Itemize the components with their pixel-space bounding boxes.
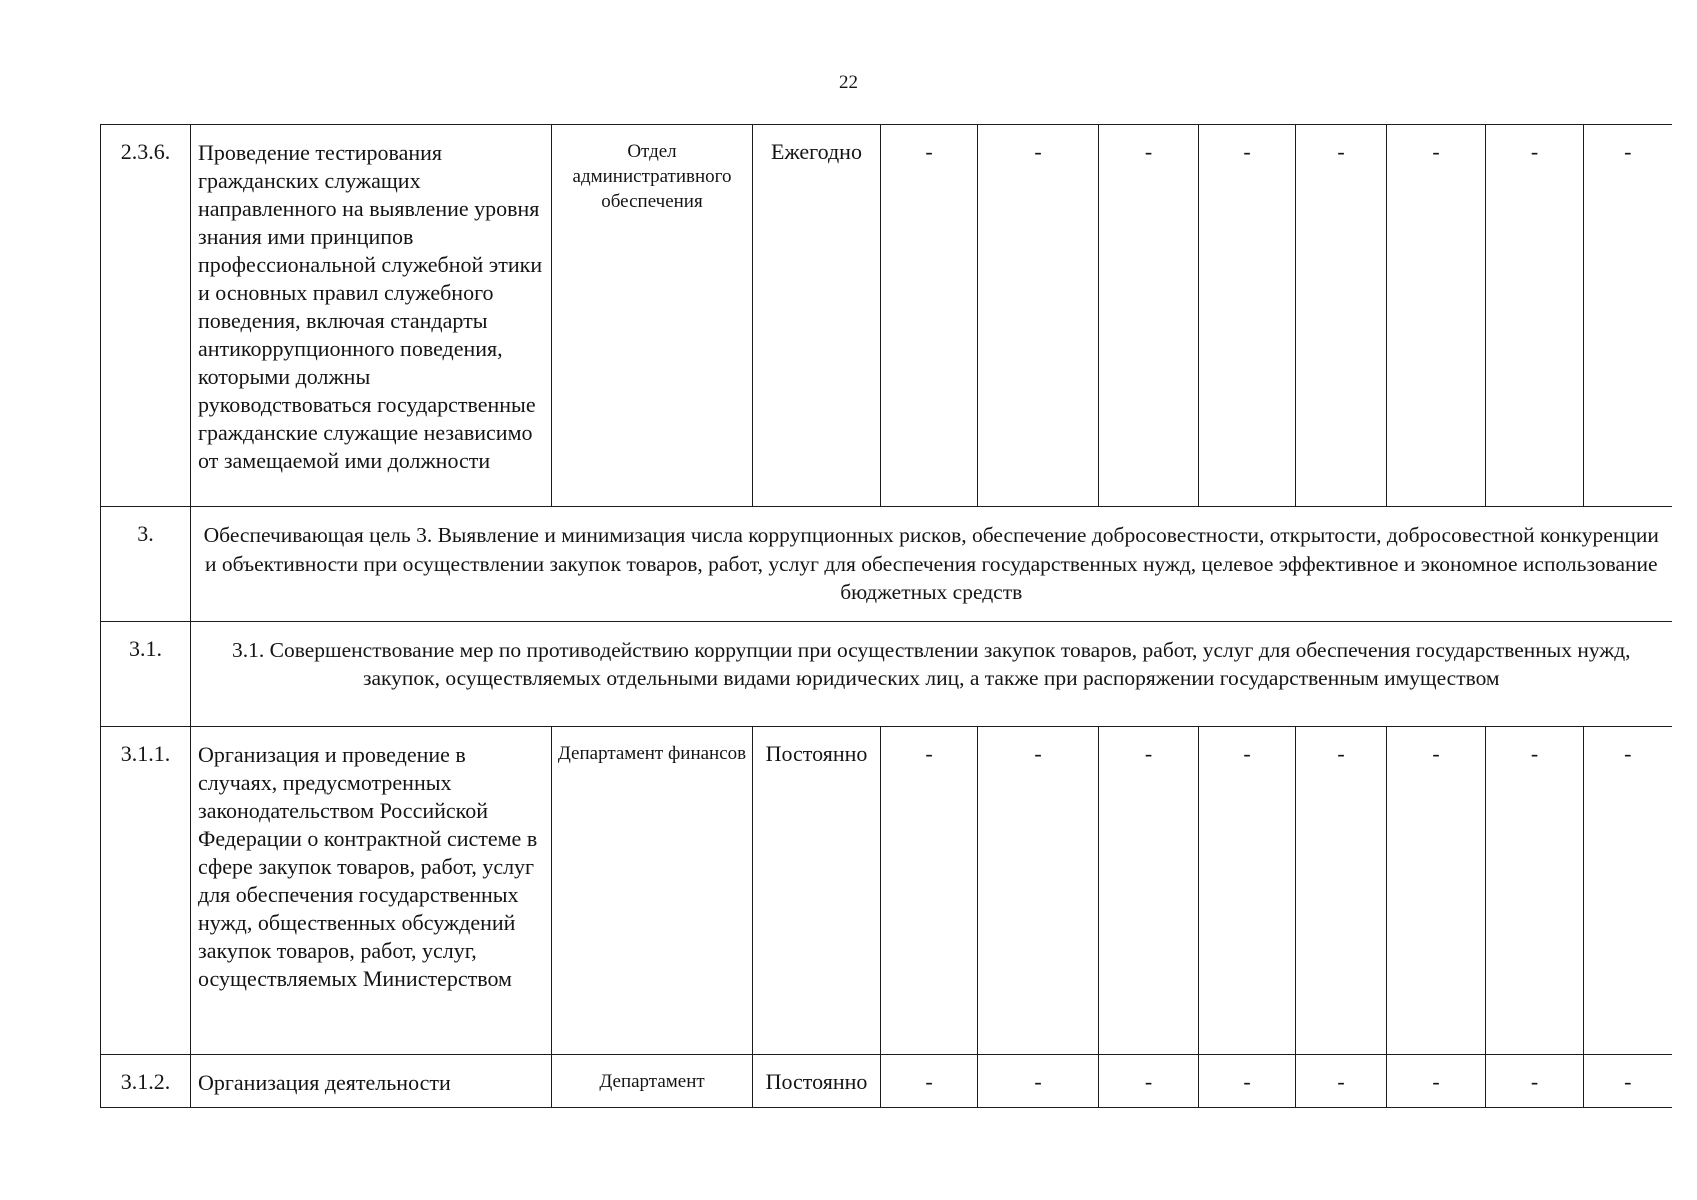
execution-term: Ежегодно — [753, 125, 881, 507]
execution-term: Постоянно — [753, 726, 881, 1054]
value-cell: - — [978, 726, 1099, 1054]
value-cell: - — [1099, 125, 1199, 507]
row-number: 3.1.2. — [101, 1054, 191, 1107]
value-cell: - — [1584, 125, 1672, 507]
value-cell: - — [1099, 726, 1199, 1054]
value-cell: - — [1584, 1054, 1672, 1107]
row-number: 2.3.6. — [101, 125, 191, 507]
value-cell: - — [978, 1054, 1099, 1107]
value-cell: - — [881, 726, 978, 1054]
value-cell: - — [1486, 726, 1584, 1054]
value-cell: - — [1296, 125, 1387, 507]
row-number: 3.1.1. — [101, 726, 191, 1054]
value-cell: - — [881, 125, 978, 507]
row-number: 3.1. — [101, 621, 191, 726]
table-row — [101, 726, 1672, 1054]
value-cell: - — [1199, 125, 1296, 507]
value-cell: - — [1387, 1054, 1486, 1107]
row-number: 3. — [101, 507, 191, 622]
value-cell: - — [1199, 1054, 1296, 1107]
goal-text: Обеспечивающая цель 3. Выявление и минимизация числа коррупционных рисков, обеспечение добросовестности, открытости, добросовестной конкуренции и объективности при осуществлении закупок товаров, работ, услуг для обеспечения государственных нужд, целевое эффективное и экономное использование бюджетных средств — [191, 507, 1672, 622]
responsible-unit: Департамент — [552, 1054, 753, 1107]
responsible-unit: Отдел административного обеспечения — [552, 125, 753, 507]
value-cell: - — [1486, 1054, 1584, 1107]
subgoal-row — [101, 621, 1672, 726]
value-cell: - — [1296, 1054, 1387, 1107]
subgoal-text: 3.1. Совершенствование мер по противодействию коррупции при осуществлении закупок товаров, работ, услуг для обеспечения государственных нужд, закупок, осуществляемых отдельными видами юридических лиц, а также при распоряжении государственным имуществом — [191, 621, 1672, 726]
value-cell: - — [1099, 1054, 1199, 1107]
value-cell: - — [1584, 726, 1672, 1054]
measure-title: Проведение тестирования гражданских служащих направленного на выявление уровня знания ими принципов профессиональной служебной этики и основных правил служебного поведения, включая стандарты антикоррупционного поведения, которыми должны руководствоваться государственные гражданские служащие независимо от замещаемой ими должности — [191, 125, 552, 507]
value-cell: - — [1199, 726, 1296, 1054]
measure-title: Организация и проведение в случаях, предусмотренных законодательством Российской Федерации о контрактной системе в сфере закупок товаров, работ, услуг для обеспечения государственных нужд, общественных обсуждений закупок товаров, работ, услуг, осуществляемых Министерством — [191, 726, 552, 1054]
execution-term: Постоянно — [753, 1054, 881, 1107]
value-cell: - — [1387, 125, 1486, 507]
measure-title: Организация деятельности — [191, 1054, 552, 1107]
page-number: 22 — [839, 72, 858, 93]
table-row — [101, 1054, 1672, 1107]
table-row — [101, 125, 1672, 507]
value-cell: - — [1296, 726, 1387, 1054]
responsible-unit: Департамент финансов — [552, 726, 753, 1054]
value-cell: - — [881, 1054, 978, 1107]
value-cell: - — [978, 125, 1099, 507]
measures-table — [100, 124, 1672, 1108]
goal-row — [101, 507, 1672, 622]
value-cell: - — [1387, 726, 1486, 1054]
value-cell: - — [1486, 125, 1584, 507]
